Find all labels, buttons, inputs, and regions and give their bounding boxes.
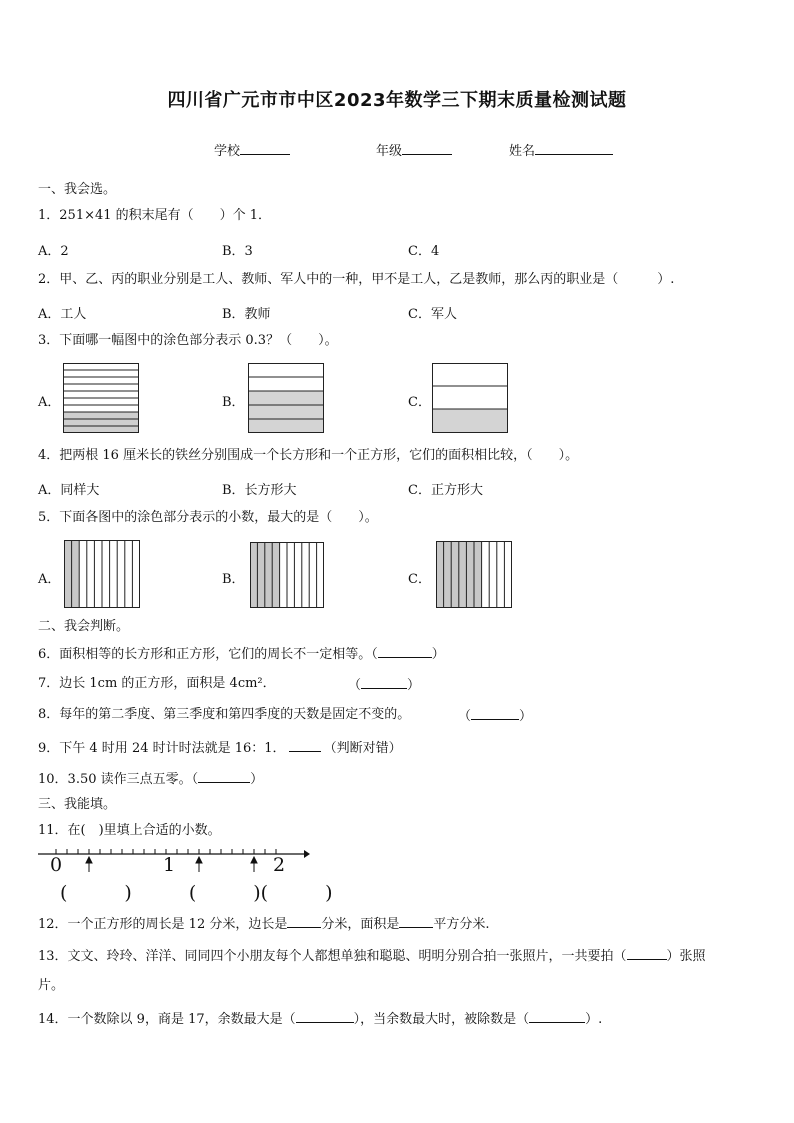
name-field[interactable] — [509, 142, 613, 160]
q4-option-b[interactable]: B．长方形大 — [222, 483, 297, 498]
q2-option-c[interactable]: C．军人 — [408, 307, 457, 322]
q6-close-paren: ） — [431, 647, 445, 662]
q8-close-paren: ） — [519, 709, 533, 724]
section-heading-fill: 三、我能填。 — [38, 797, 117, 812]
number-line-label-0: 0 — [50, 854, 63, 876]
section-heading-choice: 一、我会选。 — [38, 182, 117, 197]
q7-answer-blank[interactable] — [361, 676, 407, 689]
q3-figure-b — [248, 363, 324, 433]
q1-option-b[interactable]: B．3 — [222, 244, 253, 259]
q2-option-a[interactable]: A．工人 — [38, 307, 87, 322]
q14-text-3: ）. — [585, 1012, 603, 1027]
q7-close-paren: ） — [407, 678, 421, 693]
q8-answer[interactable] — [458, 707, 532, 725]
q4-option-a[interactable]: A．同样大 — [38, 483, 100, 498]
question-3: 3．下面哪一幅图中的涂色部分表示 0.3？（ ）。 — [38, 333, 338, 348]
q8-open-paren: （ — [458, 709, 472, 724]
q8-text: 8．每年的第二季度、第三季度和第四季度的天数是固定不变的。 — [38, 707, 411, 722]
question-7 — [38, 676, 276, 692]
q5-figure-c — [436, 541, 512, 608]
q14-dividend-blank[interactable] — [529, 1010, 585, 1023]
q3-figure-a — [63, 363, 139, 433]
grade-blank[interactable] — [402, 142, 452, 155]
name-blank[interactable] — [535, 142, 613, 155]
q9-text: 9．下午 4 时用 24 时计时法就是 16：1． — [38, 741, 286, 756]
q5-figure-a — [64, 540, 140, 608]
question-2: 2．甲、乙、丙的职业分别是工人、教师、军人中的一种，甲不是工人，乙是教师，那么丙的职业是（ ）. — [38, 272, 675, 287]
question-13 — [38, 947, 706, 965]
q14-remainder-blank[interactable] — [296, 1010, 354, 1023]
question-6 — [38, 645, 445, 663]
q12-text-1: 12．一个正方形的周长是 12 分米，边长是 — [38, 917, 288, 932]
q9-answer-blank[interactable] — [289, 739, 321, 752]
q13-answer-blank[interactable] — [627, 947, 667, 960]
q3-figure-c — [432, 363, 508, 433]
q12-side-blank[interactable] — [287, 915, 321, 928]
q5-option-a[interactable]: A． — [38, 572, 61, 587]
q5-option-b[interactable]: B． — [222, 572, 245, 587]
q10-answer-blank[interactable] — [198, 770, 250, 783]
q1-option-c[interactable]: C．4 — [408, 244, 440, 259]
q3-option-a[interactable]: A． — [38, 395, 61, 410]
q3-option-b[interactable]: B． — [222, 395, 245, 410]
q10-close-paren: ） — [250, 772, 264, 787]
q13-text-2: ）张照 — [666, 949, 706, 964]
q14-text-2: ），当余数最大时，被除数是（ — [353, 1012, 530, 1027]
q1-option-a[interactable]: A．2 — [38, 244, 69, 259]
grade-label: 年级 — [376, 144, 403, 159]
q12-text-3: 平方分米. — [433, 917, 490, 932]
q8-answer-blank[interactable] — [471, 707, 519, 720]
school-label: 学校 — [214, 144, 241, 159]
q13-continuation: 片。 — [38, 978, 65, 993]
question-9 — [38, 739, 402, 757]
question-5: 5．下面各图中的涂色部分表示的小数，最大的是（ ）。 — [38, 510, 378, 525]
q14-text-1: 14．一个数除以 9，商是 17，余数最大是（ — [38, 1012, 296, 1027]
number-line-label-2: 2 — [273, 854, 286, 876]
question-1: 1．251×41 的积末尾有（ ）个 1． — [38, 208, 272, 223]
q6-answer-blank[interactable] — [378, 645, 432, 658]
q6-text: 6．面积相等的长方形和正方形，它们的周长不一定相等。（ — [38, 647, 378, 662]
question-10 — [38, 770, 263, 788]
number-line-label-1: 1 — [163, 854, 176, 876]
q7-text: 7．边长 1cm 的正方形，面积是 4cm²． — [38, 676, 276, 691]
q12-area-blank[interactable] — [399, 915, 433, 928]
q7-open-paren: （ — [348, 678, 362, 693]
q10-text: 10．3.50 读作三点五零。（ — [38, 772, 199, 787]
q2-option-b[interactable]: B．教师 — [222, 307, 271, 322]
q11-answer-parens[interactable]: ( ) ( )( ) — [60, 882, 333, 904]
question-8 — [38, 707, 410, 723]
section-heading-judge: 二、我会判断。 — [38, 619, 130, 634]
name-label: 姓名 — [509, 144, 536, 159]
question-14 — [38, 1010, 602, 1028]
school-field[interactable] — [214, 142, 290, 160]
grade-field[interactable] — [376, 142, 452, 160]
q5-option-c[interactable]: C． — [408, 572, 431, 587]
question-4: 4．把两根 16 厘米长的铁丝分别围成一个长方形和一个正方形，它们的面积相比较，（ ）。 — [38, 448, 579, 463]
q9-tail: （判断对错） — [323, 741, 402, 756]
q3-option-c[interactable]: C． — [408, 395, 431, 410]
question-12 — [38, 915, 490, 933]
q4-option-c[interactable]: C．正方形大 — [408, 483, 483, 498]
q7-answer[interactable] — [348, 676, 420, 694]
q13-text-1: 13．文文、玲玲、洋洋、同同四个小朋友每个人都想单独和聪聪、明明分别合拍一张照片，一共要拍（ — [38, 949, 627, 964]
school-blank[interactable] — [240, 142, 290, 155]
q5-figure-b — [250, 542, 324, 608]
page-title: 四川省广元市市中区2023年数学三下期末质量检测试题 — [167, 90, 627, 111]
q12-text-2: 分米，面积是 — [321, 917, 400, 932]
question-11: 11．在( )里填上合适的小数。 — [38, 823, 221, 838]
